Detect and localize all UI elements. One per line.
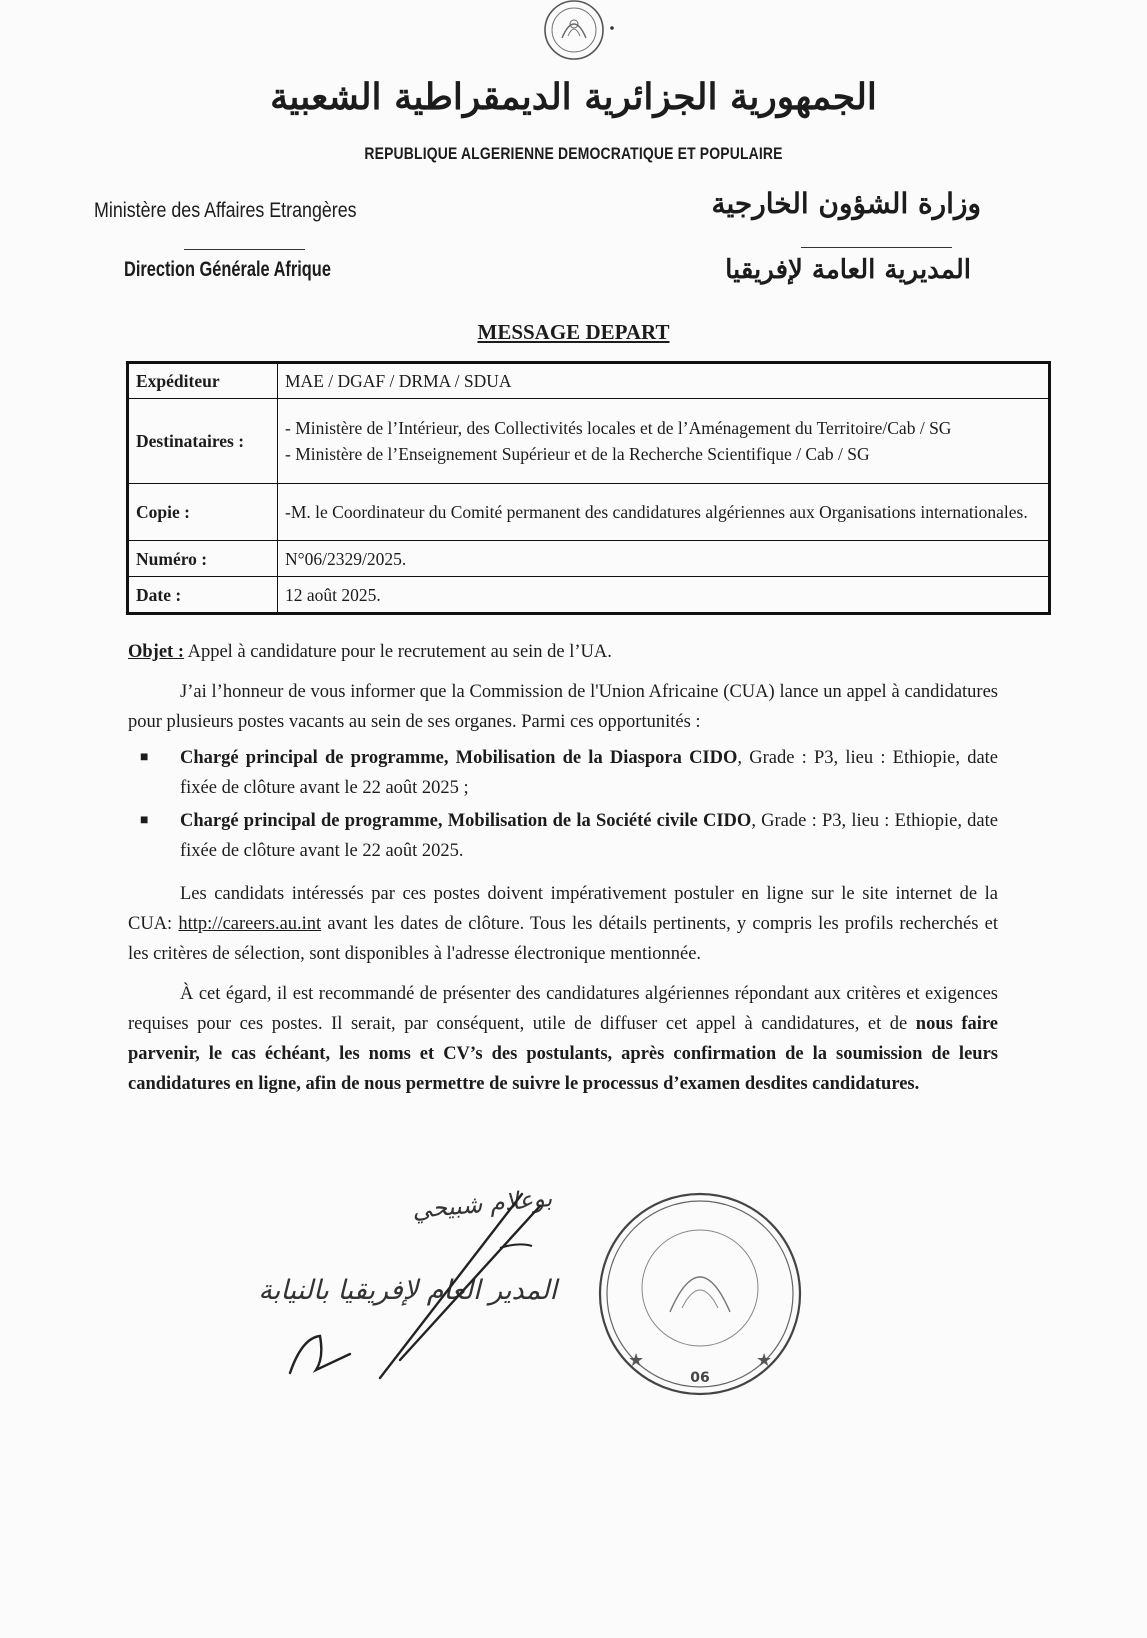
official-stamp [590,1182,810,1412]
date-label: Date : [128,577,278,614]
post-title: Chargé principal de programme, Mobilisation de la Société civile CIDO [180,811,752,831]
vacancy-list [128,743,998,866]
copie-value: -M. le Coordinateur du Comité permanent des candidatures algériennes aux Organisations internationales. [278,484,1050,541]
paragraph-text: À cet égard, il est recommandé de présenter des candidatures algériennes répondant aux critères et exigences requises pour ces postes. Il serait, par conséquent, utile de diffuser cet appel à candidatures, et de [128,984,998,1034]
post-details: , Grade : P3, lieu : Ethiopie, date fixée de clôture avant le 22 août 2025. [180,811,998,861]
paragraph-text: Les candidats intéressés par ces postes doivent impérativement postuler en ligne sur le site internet de la CUA: [128,884,998,934]
svg-text:★: ★ [756,1350,773,1371]
destinataires-label: Destinataires : [128,399,278,484]
message-metadata-table [126,361,1051,615]
careers-link[interactable]: http://careers.au.int [178,914,322,934]
post-title: Chargé principal de programme, Mobilisation de la Diaspora CIDO [180,748,738,768]
paragraph-text: avant les dates de clôture. Tous les détails pertinents, y compris les profils recherchés et les critères de sélection, sont disponibles à l'adresse électronique mentionnée. [128,914,998,964]
expediteur-value: MAE / DGAF / DRMA / SDUA [278,363,1050,399]
intro-paragraph: J’ai l’honneur de vous informer que la Commission de l'Union Africaine (CUA) lance un appel à candidatures pour plusieurs postes vacants au sein de ses organes. Parmi ces opportunités : [128,682,998,732]
list-item [140,743,999,803]
message-title: MESSAGE DEPART [477,320,670,344]
republic-title-arabic: الجمهورية الجزائرية الديمقراطية الشعبية [270,76,877,118]
message-body [128,637,998,1099]
table-row [128,577,1050,614]
application-paragraph [128,879,998,969]
republic-title-french: REPUBLIQUE ALGERIENNE DEMOCRATIQUE ET POPULAIRE [364,144,783,163]
date-value: 12 août 2025. [278,577,1050,614]
signatory-name: بوعلام شبيحي [410,1183,553,1225]
subject-text: Appel à candidature pour le recrutement au sein de l’UA. [184,642,612,662]
ministry-name-french: Ministère des Affaires Etrangères [94,199,357,222]
numero-label: Numéro : [128,541,278,577]
stamp-number: 06 [690,1370,710,1386]
handwritten-signature [250,1188,590,1388]
recipient-line: - Ministère de l’Intérieur, des Collectivités locales et de l’Aménagement du Territoire/Cab / SG [285,418,952,438]
destinataires-value [278,399,1050,484]
divider-right [801,247,952,248]
table-row [128,399,1050,484]
bullet-icon: ■ [140,750,149,765]
ministry-name-arabic: وزارة الشؤون الخارجية [711,187,981,220]
table-row [128,484,1050,541]
divider-left [184,249,305,250]
copie-label: Copie : [128,484,278,541]
list-item [140,806,998,866]
svg-text:★: ★ [628,1350,645,1371]
numero-value: N°06/2329/2025. [278,541,1050,577]
table-row [128,363,1050,399]
direction-name-french: Direction Générale Afrique [124,258,331,281]
national-emblem-seal [528,0,620,68]
table-row [128,541,1050,577]
recommendation-paragraph [128,979,998,1099]
post-details: , Grade : P3, lieu : Ethiopie, date fixée de clôture avant le 22 août 2025 ; [180,748,999,798]
paragraph-bold-text: nous faire parvenir, le cas échéant, les noms et CV’s des postulants, après confirmation de la soumission de leurs candidatures en ligne, afin de nous permettre de suivre le processus d’examen desdites candidatures. [128,1014,998,1094]
expediteur-label: Expéditeur [128,363,278,399]
signatory-title: المدير العام لإفريقيا بالنيابة [258,1275,557,1306]
subject-line [128,637,998,667]
recipient-line: - Ministère de l’Enseignement Supérieur et de la Recherche Scientifique / Cab / SG [285,444,870,464]
subject-label: Objet : [128,642,184,662]
direction-name-arabic: المديرية العامة لإفريقيا [725,255,971,285]
bullet-icon: ■ [140,813,149,828]
